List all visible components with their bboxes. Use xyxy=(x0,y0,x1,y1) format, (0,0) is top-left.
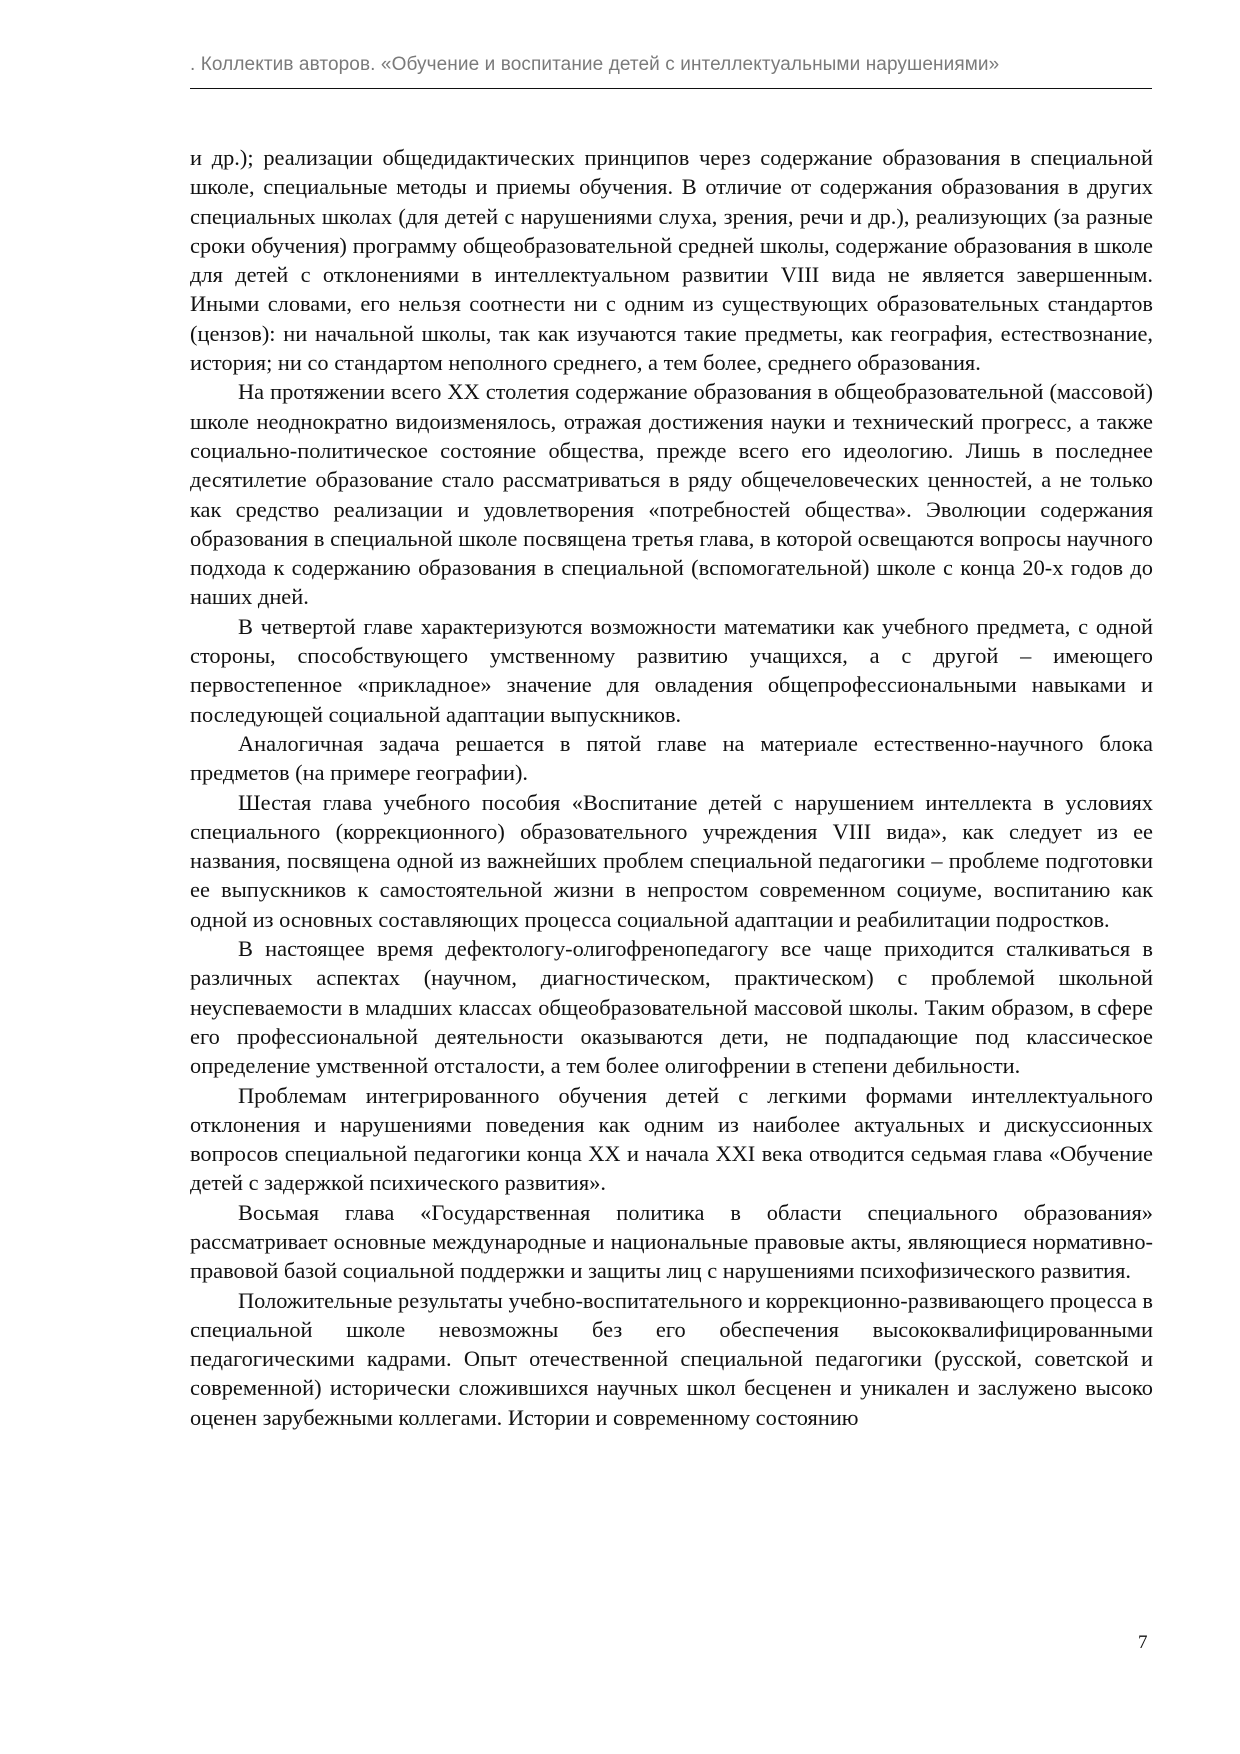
paragraph: На протяжении всего XX столетия содержание образования в общеобразовательной (массовой) школе неоднократно видоизменялось, отражая достижения науки и технический прогресс, а также социально-политическое состояние общества, прежде всего его идеологию. Лишь в последнее десятилетие образование стало рассматриваться в ряду общечеловеческих ценностей, а не только как средство реализации и удовлетворения «потребностей общества». Эволюции содержания образования в специальной школе посвящена третья глава, в которой освещаются вопросы научного подхода к содержанию образования в специальной (вспомогательной) школе с конца 20-х годов до наших дней. xyxy=(190,379,1153,610)
body-text xyxy=(190,143,1153,1432)
paragraph: Положительные результаты учебно-воспитательного и коррекционно-развивающего процесса в специальной школе невозможны без его обеспечения высококвалифицированными педагогическими кадрами. Опыт отечественной специальной педагогики (русской, советской и современной) исторически сложившихся научных школ бесценен и уникален и заслужено высоко оценен зарубежными коллегами. Истории и современному состоянию xyxy=(190,1287,1153,1430)
running-header: . Коллектив авторов. «Обучение и воспитание детей с интеллектуальными нарушениями» xyxy=(190,54,1000,75)
paragraph: Восьмая глава «Государственная политика в области специального образования» рассматривает основные международные и национальные правовые акты, являющиеся нормативно-правовой базой социальной поддержки и защиты лиц с нарушениями психофизического развития. xyxy=(190,1199,1153,1284)
paragraph: Шестая глава учебного пособия «Воспитание детей с нарушением интеллекта в условиях специального (коррекционного) образовательного учреждения VIII вида», как следует из ее названия, посвящена одной из важнейших проблем специальной педагогики – проблеме подготовки ее выпускников к самостоятельной жизни в непростом современном социуме, воспитанию как одной из основных составляющих процесса социальной адаптации и реабилитации подростков. xyxy=(190,789,1153,932)
paragraph: и др.); реализации общедидактических принципов через содержание образования в специальной школе, специальные методы и приемы обучения. В отличие от содержания образования в других специальных школах (для детей с нарушениями слуха, зрения, речи и др.), реализующих (за разные сроки обучения) программу общеобразовательной средней школы, содержание образования в школе для детей с отклонениями в интеллектуальном развитии VIII вида не является завершенным. Иными словами, его нельзя соотнести ни с одним из существующих образовательных стандартов (цензов): ни начальной школы, так как изучаются такие предметы, как география, естествознание, история; ни со стандартом неполного среднего, а тем более, среднего образования. xyxy=(190,145,1153,376)
paragraph: В четвертой главе характеризуются возможности математики как учебного предмета, с одной стороны, способствующего умственному развитию учащихся, а с другой – имеющего первостепенное «прикладное» значение для овладения общепрофессиональными навыками и последующей социальной адаптации выпускников. xyxy=(190,613,1153,727)
paragraph: Аналогичная задача решается в пятой главе на материале естественно-научного блока предметов (на примере географии). xyxy=(190,730,1153,786)
paragraph: Проблемам интегрированного обучения детей с легкими формами интеллектуального отклонения и нарушениями поведения как одним из наиболее актуальных и дискуссионных вопросов специальной педагогики конца XX и начала XXI века отводится седьмая глава «Обучение детей с задержкой психического развития». xyxy=(190,1082,1153,1196)
header-divider xyxy=(190,88,1152,89)
paragraph: В настоящее время дефектологу-олигофренопедагогу все чаще приходится сталкиваться в различных аспектах (научном, диагностическом, практическом) с проблемой школьной неуспеваемости в младших классах общеобразовательной массовой школы. Таким образом, в сфере его профессиональной деятельности оказываются дети, не подпадающие под классическое определение умственной отсталости, а тем более олигофрении в степени дебильности. xyxy=(190,936,1153,1079)
page-number: 7 xyxy=(1138,1632,1148,1653)
